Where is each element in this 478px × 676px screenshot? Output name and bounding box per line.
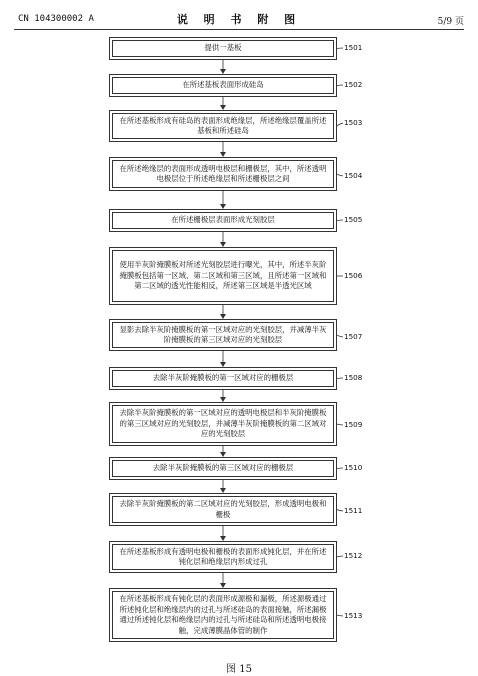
step-box-1502: [112, 77, 334, 94]
step-number-1502: 1502: [344, 80, 363, 89]
flow-arrowhead: [220, 314, 226, 319]
step-box-1513: [112, 591, 334, 639]
step-text: 去除半灰阶掩膜板的第一区域对应的透明电极层和半灰阶掩膜板的第三区域对应的光刻胶层，并减薄半灰阶掩膜板的第二区域对应的光刻胶层: [119, 408, 327, 439]
step-box-1511: [112, 496, 334, 523]
step-leader-line: [337, 556, 343, 557]
flow-arrowhead: [220, 452, 226, 457]
step-box-1501: [112, 40, 334, 57]
step-box-1505: [112, 212, 334, 229]
flow-arrowhead: [220, 536, 226, 541]
step-box-1510: [112, 460, 334, 477]
step-leader-line: [337, 48, 343, 49]
step-text: 在所述栅极层表面形成光刻胶层: [171, 215, 275, 225]
flow-arrowhead: [220, 362, 226, 367]
step-number-1501: 1501: [344, 43, 363, 52]
step-text: 提供一基板: [204, 43, 242, 53]
step-leader-line: [337, 335, 343, 337]
step-number-1510: 1510: [344, 463, 363, 472]
step-text: 去除半灰阶掩膜板的第二区域对应的光刻胶层，形成透明电极和栅极: [119, 499, 327, 519]
step-box-1504: [112, 160, 334, 188]
flow-arrowhead: [220, 69, 226, 74]
flow-arrowhead: [220, 488, 226, 493]
step-text: 在所述基板形成有透明电极和栅极的表面形成钝化层，并在所述钝化层和绝缘层内形成过孔: [119, 546, 327, 566]
flow-arrowhead: [220, 204, 226, 209]
step-leader-line: [337, 123, 343, 126]
step-number-1508: 1508: [344, 373, 363, 382]
step-text: 在所述基板形成有硅岛的表面形成绝缘层，所述绝缘层覆盖所述基板和所述硅岛: [119, 115, 327, 135]
step-leader-line: [337, 174, 343, 176]
step-number-1506: 1506: [344, 271, 363, 280]
step-box-1503: [112, 113, 334, 139]
step-number-1509: 1509: [344, 420, 363, 429]
step-text: 使用半灰阶掩膜板对所述光刻胶层进行曝光，其中，所述半灰阶掩膜板包括第一区域、第二区域和第三区域，且所述第一区域和第二区域的透光性能相反，所述第三区域是半透光区域: [119, 260, 327, 291]
section-title: 说 明 书 附 图: [176, 13, 302, 26]
step-box-1508: [112, 370, 334, 387]
step-number-1512: 1512: [344, 551, 363, 560]
step-leader-line: [337, 510, 343, 512]
step-leader-line: [337, 378, 343, 379]
flow-arrowhead: [220, 583, 226, 588]
publication-number: CN 104300002 A: [18, 14, 94, 24]
step-box-1512: [112, 544, 334, 570]
step-leader-line: [337, 615, 343, 616]
step-text: 去除半灰阶掩膜板的第三区域对应的栅极层: [152, 463, 294, 473]
flow-arrowhead: [220, 397, 226, 402]
step-text: 去除半灰阶掩膜板的第一区域对应的栅极层: [152, 373, 294, 383]
step-leader-line: [337, 85, 343, 86]
figure-label: 图 15: [226, 664, 252, 675]
step-leader-line: [337, 220, 343, 221]
step-text: 在所述基板形成有钝化层的表面形成源极和漏极，所述源极通过所述钝化层和绝缘层内的过孔与所述硅岛的表面接触，所述漏极通过所述钝化层和绝缘层内的过孔与所述硅岛和所述透明电极接触，完成薄膜晶体管的制作: [119, 594, 327, 635]
step-box-1506: [112, 250, 334, 302]
step-text: 显影去除半灰阶掩膜板的第一区域对应的光刻胶层，并减薄半灰阶掩膜板的第三区域对应的光刻胶层: [119, 324, 327, 344]
step-number-1504: 1504: [344, 171, 363, 180]
step-box-1509: [112, 405, 334, 443]
page-indicator: 5/9 页: [437, 17, 464, 27]
step-number-1505: 1505: [344, 215, 363, 224]
step-number-1511: 1511: [344, 506, 363, 515]
flow-arrowhead: [220, 105, 226, 110]
step-number-1513: 1513: [344, 611, 363, 620]
step-number-1507: 1507: [344, 332, 363, 341]
step-number-1503: 1503: [344, 118, 363, 127]
step-text: 在所述基板表面形成硅岛: [182, 80, 264, 90]
step-text: 在所述绝缘层的表面形成透明电极层和栅极层，其中，所述透明电极层位于所述绝缘层和所述栅极层之间: [119, 163, 327, 183]
flow-arrowhead: [220, 152, 226, 157]
step-box-1507: [112, 322, 334, 348]
flow-arrowhead: [220, 242, 226, 247]
step-leader-line: [337, 468, 343, 469]
step-leader-line: [337, 424, 343, 425]
